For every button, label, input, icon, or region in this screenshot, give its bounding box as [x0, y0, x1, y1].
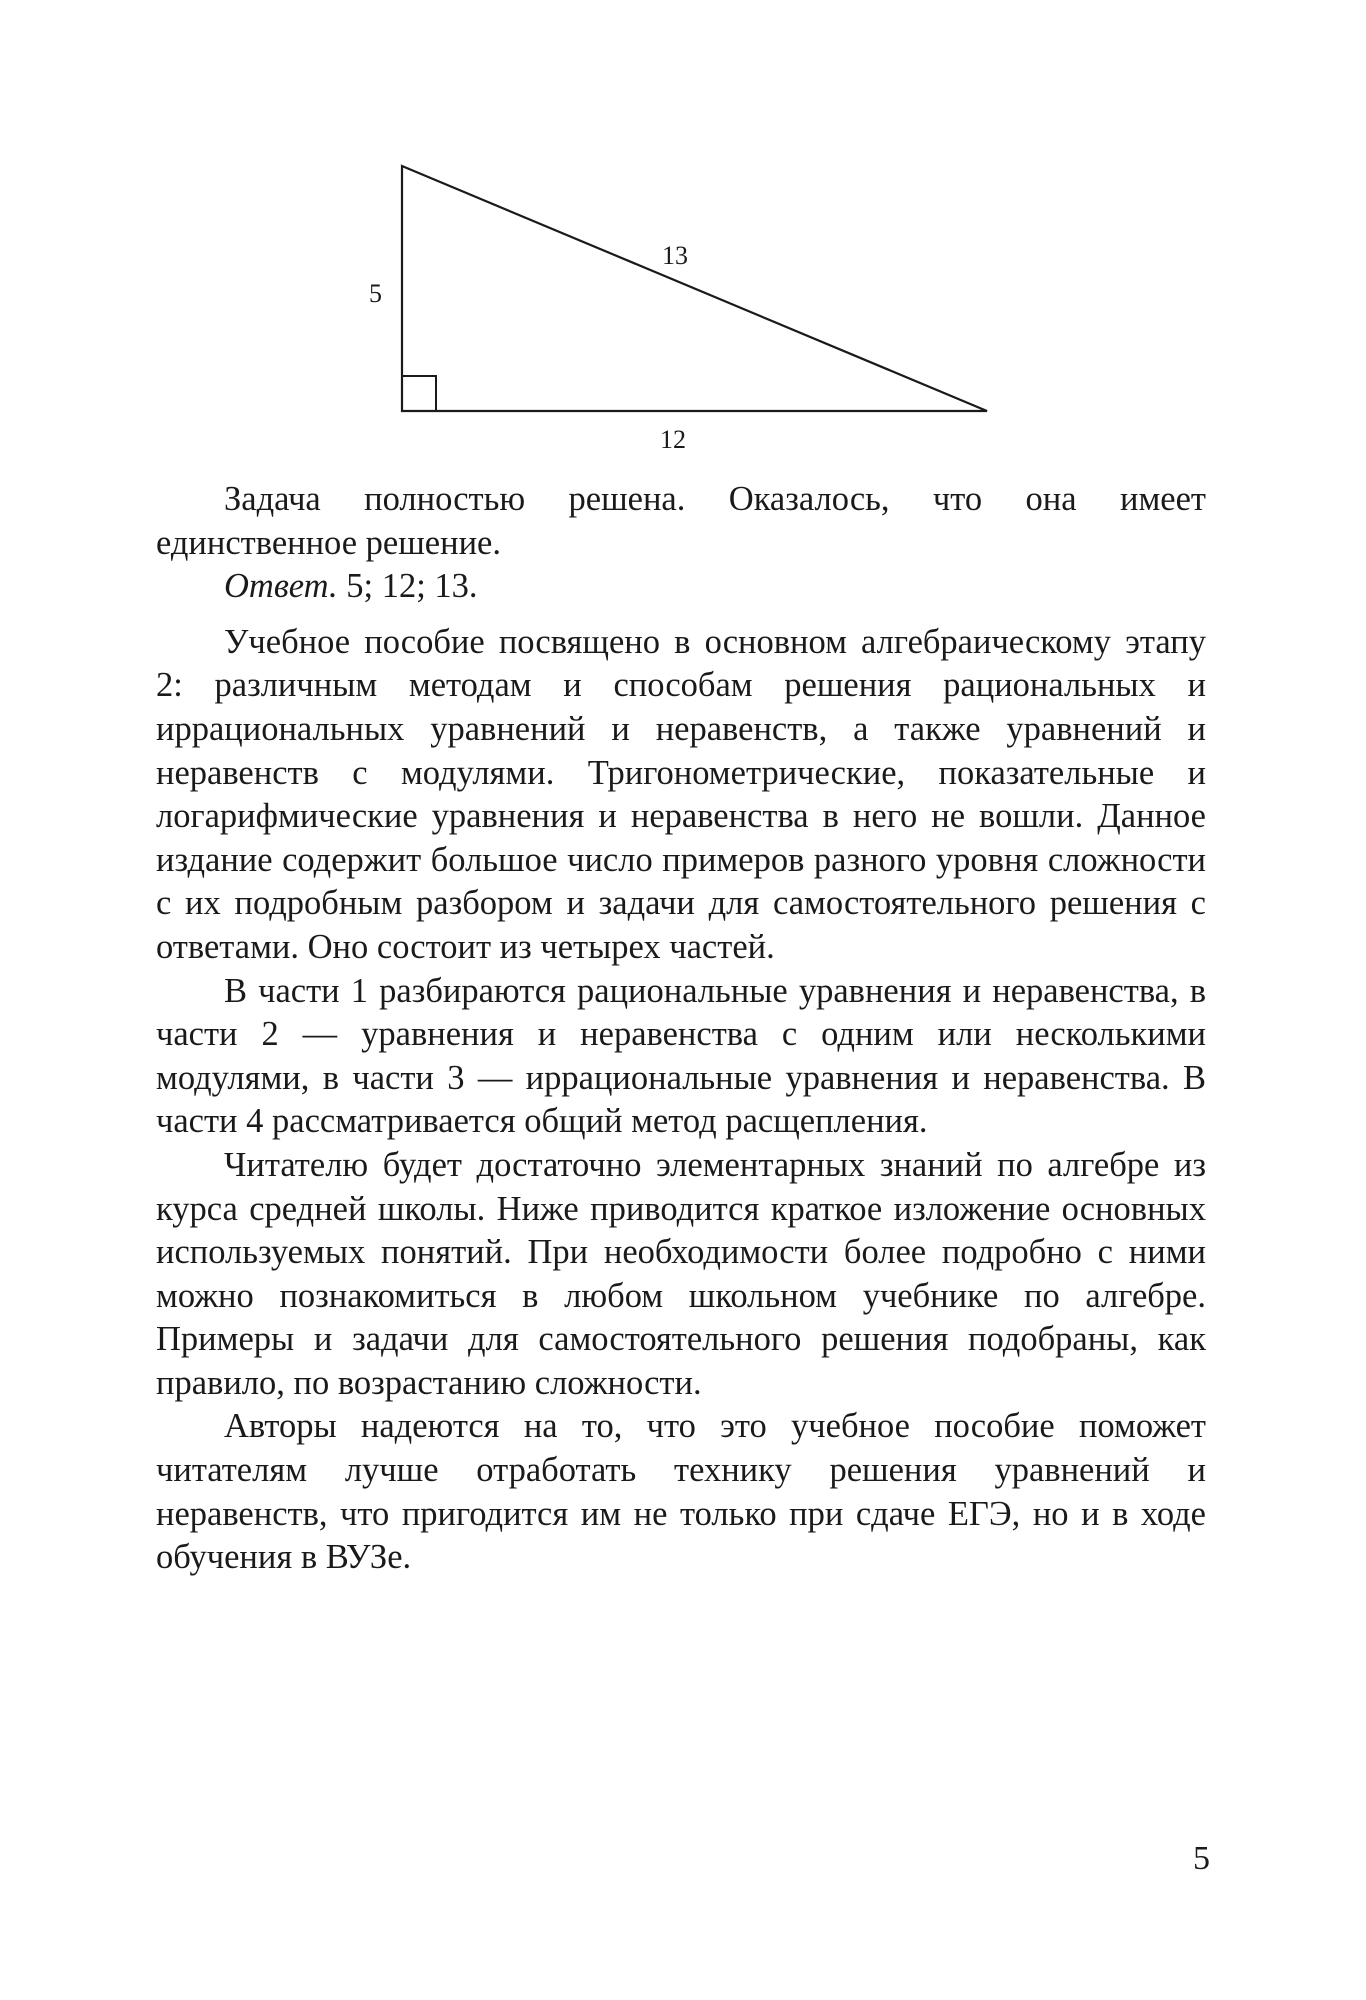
triangle-outline — [402, 166, 987, 411]
label-leg-horizontal: 12 — [660, 425, 686, 454]
page-number: 5 — [1193, 1840, 1210, 1877]
answer-value: 5; 12; 13. — [337, 567, 478, 606]
paragraph-authors-hope: Авторы надеются на то, что это учебное пособие поможет читателям лучше отработать технику решения уравнений и неравенств, что пригодится им не только при сдаче ЕГЭ, но и в ходе обучения в ВУЗе. — [156, 1407, 1206, 1577]
label-hypotenuse: 13 — [662, 241, 688, 270]
answer-label: Ответ. — [224, 567, 338, 606]
answer-line — [156, 565, 1206, 609]
paragraph-book-parts: В части 1 разбираются рациональные уравнения и неравенства, в части 2 — уравнения и неравенства с одним или несколькими модулями, в части 3 — иррациональные уравнения и неравенства. В части 4 рассматривается общий метод расщепления. — [156, 971, 1206, 1141]
paragraph-solution-complete: Задача полностью решена. Оказалось, что она имеет единственное решение. — [156, 480, 1206, 562]
label-leg-vertical: 5 — [369, 279, 382, 308]
paragraph-reader-knowledge: Читателю будет достаточно элементарных знаний по алгебре из курса средней школы. Ниже приводится краткое изложение основных используемых понятий. При необходимости более подробно с ними можно познакомиться в любом школьном учебнике по алгебре. Примеры и задачи для самостоятельного решения подобраны, как правило, по возрастанию сложности. — [156, 1145, 1206, 1402]
paragraph-book-scope: Учебное пособие посвящено в основном алгебраическому этапу 2: различным методам и способам решения рациональных и иррациональных уравнений и неравенств, а также уравнений и неравенств с модулями. Тригонометрические, показательные и логарифмические уравнения и неравенства в него не вошли. Данное издание содержит большое число примеров разного уровня сложности с их подробным разбором и задачи для самостоятельного решения с ответами. Оно состоит из четырех частей. — [156, 622, 1206, 966]
right-triangle-figure — [0, 0, 1366, 480]
right-angle-marker — [402, 376, 436, 411]
body-text — [156, 478, 1206, 1580]
triangle-drawing — [0, 0, 1366, 480]
